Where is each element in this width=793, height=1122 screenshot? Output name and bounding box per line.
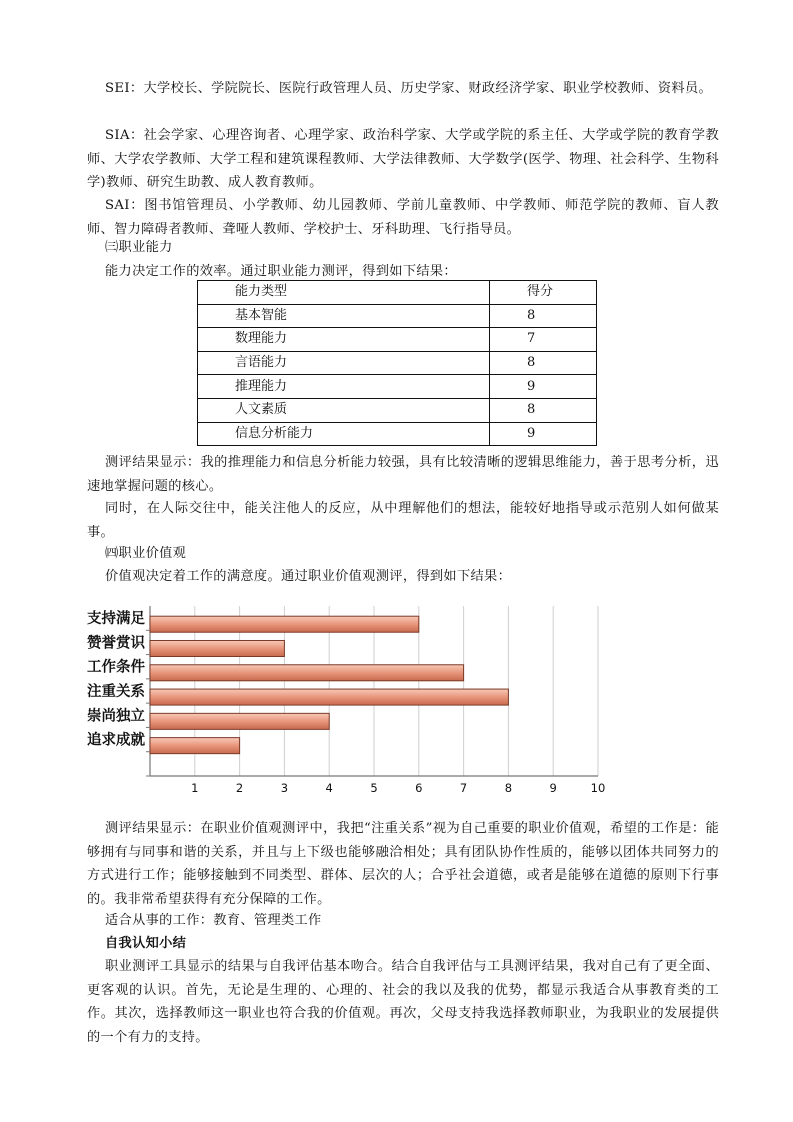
paragraph-ability-result-1: 测评结果显示：我的推理能力和信息分析能力较强，具有比较清晰的逻辑思维能力，善于思考分析，迅速地掌握问题的核心。 — [87, 455, 719, 494]
paragraph-suitable-work: 适合从事的工作：教育、管理类工作 — [105, 913, 322, 928]
chart-x-tick-label: 9 — [549, 781, 557, 795]
chart-x-tick-label: 8 — [504, 781, 513, 795]
chart-bar — [150, 665, 464, 681]
table-row — [198, 398, 597, 422]
chart-x-tick-label: 4 — [325, 781, 333, 795]
chart-x-tick-label: 5 — [370, 781, 378, 795]
chart-category-label: 追求成就 — [87, 732, 145, 749]
ability-name-cell: 基本智能 — [198, 304, 490, 328]
table-row — [198, 304, 597, 328]
chart-x-tick-label: 10 — [590, 781, 606, 795]
table-row — [198, 351, 597, 375]
values-bar-chart — [85, 600, 610, 800]
ability-table-header-type: 能力类型 — [198, 281, 490, 305]
chart-bar — [150, 689, 508, 705]
paragraph-ability-intro: 能力决定工作的效率。通过职业能力测评，得到如下结果： — [105, 264, 457, 279]
ability-name-cell: 推理能力 — [198, 375, 490, 399]
ability-table-header-row — [198, 281, 597, 305]
chart-category-label: 支持满足 — [87, 611, 145, 628]
paragraph-sia: SIA：社会学家、心理咨询者、心理学家、政治科学家、大学或学院的系主任、大学或学院的教育学教师、大学农学教师、大学工程和建筑课程教师、大学法律教师、大学数学(医学、物理、社会科学、生物科学)教师、研究生助教、成人教育教师。 — [87, 128, 719, 190]
table-row — [198, 375, 597, 399]
paragraph-ability-result-2: 同时，在人际交往中，能关注他人的反应，从中理解他们的想法，能较好地指导或示范别人如何做某事。 — [87, 501, 719, 540]
paragraph-summary: 职业测评工具显示的结果与自我评估基本吻合。结合自我评估与工具测评结果，我对自己有了更全面、更客观的认识。首先，无论是生理的、心理的、社会的我以及我的优势，都显示我适合从事教育类的工作。其次，选择教师这一职业也符合我的价值观。再次，父母支持我选择教师职业，为我职业的发展提供的一个有力的支持。 — [87, 959, 719, 1045]
chart-x-tick-label: 1 — [191, 781, 199, 795]
ability-name-cell: 人文素质 — [198, 398, 490, 422]
chart-bar — [150, 616, 419, 632]
ability-score-cell: 7 — [490, 328, 597, 352]
chart-x-tick-label: 6 — [415, 781, 423, 795]
paragraph-values-intro: 价值观决定着工作的满意度。通过职业价值观测评，得到如下结果： — [105, 569, 512, 584]
chart-x-tick-label: 7 — [459, 781, 468, 795]
table-row — [198, 328, 597, 352]
chart-x-tick-label: 3 — [280, 781, 289, 795]
table-row — [198, 422, 597, 446]
chart-category-label: 崇尚独立 — [87, 708, 145, 725]
ability-score-cell: 9 — [490, 422, 597, 446]
chart-category-label: 赞誉赏识 — [87, 635, 145, 652]
paragraph-sai: SAI：图书馆管理员、小学教师、幼儿园教师、学前儿童教师、中学教师、师范学院的教师、盲人教师、智力障碍者教师、聋哑人教师、学校护士、牙科助理、飞行指导员。 — [87, 198, 719, 237]
ability-table — [197, 280, 597, 446]
ability-score-cell: 9 — [490, 375, 597, 399]
paragraph-values-result: 测评结果显示：在职业价值观测评中，我把“注重关系”视为自己重要的职业价值观，希望的工作是：能够拥有与同事和谐的关系，并且与上下级也能够融洽相处；具有团队协作性质的，能够以团体共同努力的方式进行工作；能够接触到不同类型、群体、层次的人；合乎社会道德，或者是能够在道德的原则下行事的。我非常希望获得有充分保障的工作。 — [87, 821, 719, 907]
chart-x-tick-label: 2 — [235, 781, 244, 795]
chart-category-label: 工作条件 — [87, 659, 145, 676]
paragraph-sei: SEI：大学校长、学院院长、医院行政管理人员、历史学家、财政经济学家、职业学校教师、资料员。 — [105, 81, 713, 96]
ability-name-cell: 数理能力 — [198, 328, 490, 352]
section-title-values: ㈣职业价值观 — [105, 546, 187, 561]
chart-category-label: 注重关系 — [87, 684, 145, 700]
ability-name-cell: 信息分析能力 — [198, 422, 490, 446]
ability-score-cell: 8 — [490, 304, 597, 328]
ability-name-cell: 言语能力 — [198, 351, 490, 375]
section-title-ability: ㈢职业能力 — [105, 240, 173, 255]
ability-table-header-score: 得分 — [490, 281, 597, 305]
chart-bar — [150, 738, 240, 754]
ability-score-cell: 8 — [490, 351, 597, 375]
summary-title: 自我认知小结 — [105, 936, 187, 951]
chart-bar — [150, 640, 284, 656]
ability-score-cell: 8 — [490, 398, 597, 422]
chart-bar — [150, 713, 329, 729]
